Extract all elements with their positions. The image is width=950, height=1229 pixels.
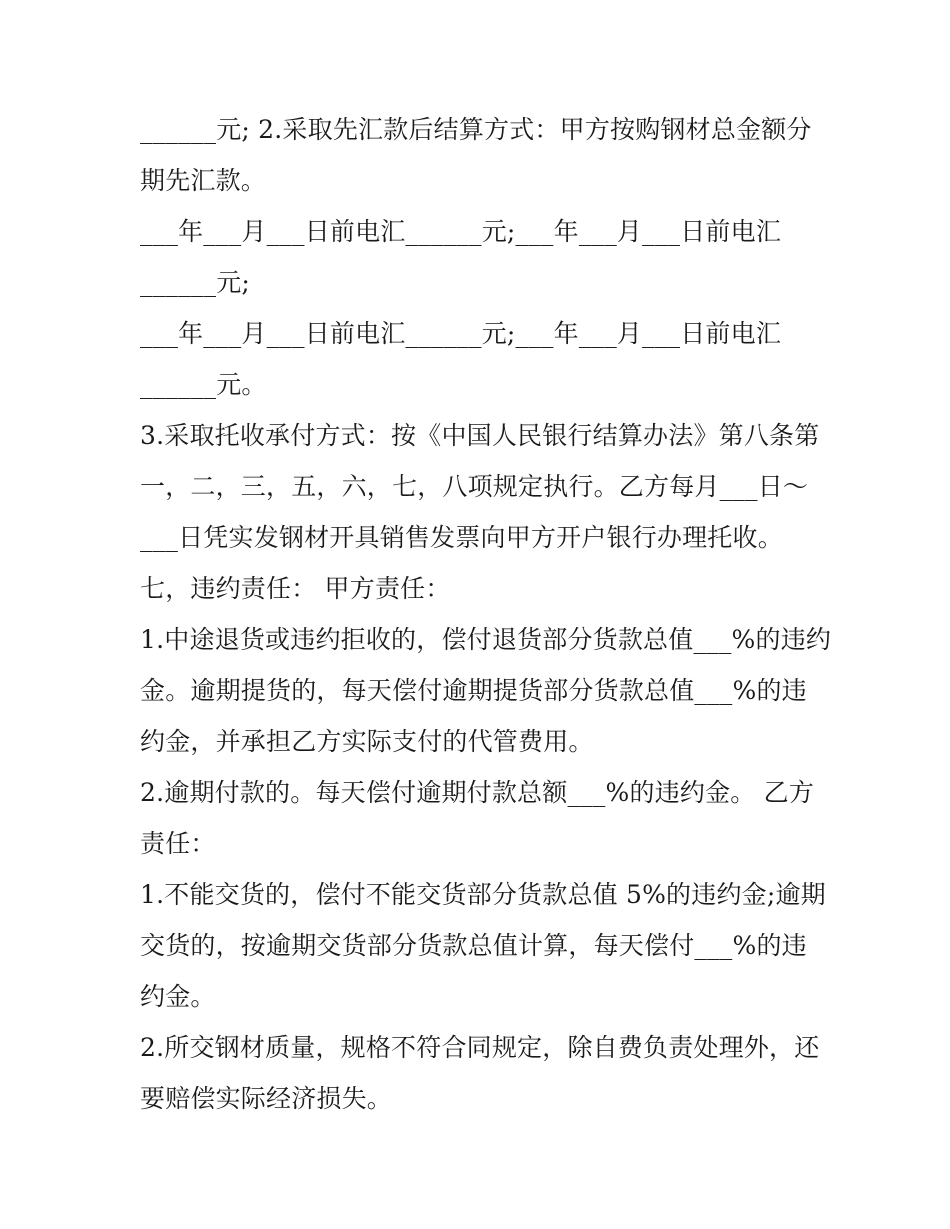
text-line: 交货的，按逾期交货部分货款总值计算，每天偿付___%的违	[140, 931, 807, 960]
text-line: ___年___月___日前电汇______元;___年___月___日前电汇	[140, 319, 782, 348]
text-line: 2.所交钢材质量，规格不符合同规定，除自费负责处理外，还	[140, 1033, 820, 1062]
text-line: 约金。	[140, 982, 216, 1011]
text-line: ___日凭实发钢材开具销售发票向甲方开户银行办理托收。	[140, 523, 783, 552]
text-line: ______元。	[140, 370, 267, 399]
section-heading: 七，违约责任： 甲方责任：	[140, 574, 451, 603]
text-line: 1.中途退货或违约拒收的，偿付退货部分货款总值___%的违约	[140, 625, 832, 654]
text-line: 责任：	[140, 829, 216, 858]
text-line: 金。逾期提货的，每天偿付逾期提货部分货款总值___%的违	[140, 676, 807, 705]
text-line: 1.不能交货的，偿付不能交货部分货款总值 5%的违约金;逾期	[140, 880, 826, 909]
text-line: 2.逾期付款的。每天偿付逾期付款总额___%的违约金。 乙方	[140, 778, 815, 807]
text-line: ______元; 2.采取先汇款后结算方式：甲方按购钢材总金额分	[140, 115, 812, 144]
text-line: ___年___月___日前电汇______元;___年___月___日前电汇	[140, 217, 782, 246]
text-line: 约金，并承担乙方实际支付的代管费用。	[140, 727, 594, 756]
document-body	[140, 104, 832, 1124]
text-line: 期先汇款。	[140, 166, 267, 195]
text-line: 3.采取托收承付方式：按《中国人民银行结算办法》第八条第	[140, 421, 820, 450]
text-line: 一，二，三，五，六，七，八项规定执行。乙方每月___日～	[140, 472, 809, 501]
text-line: 要赔偿实际经济损失。	[140, 1084, 393, 1113]
text-line: ______元;	[140, 268, 251, 297]
